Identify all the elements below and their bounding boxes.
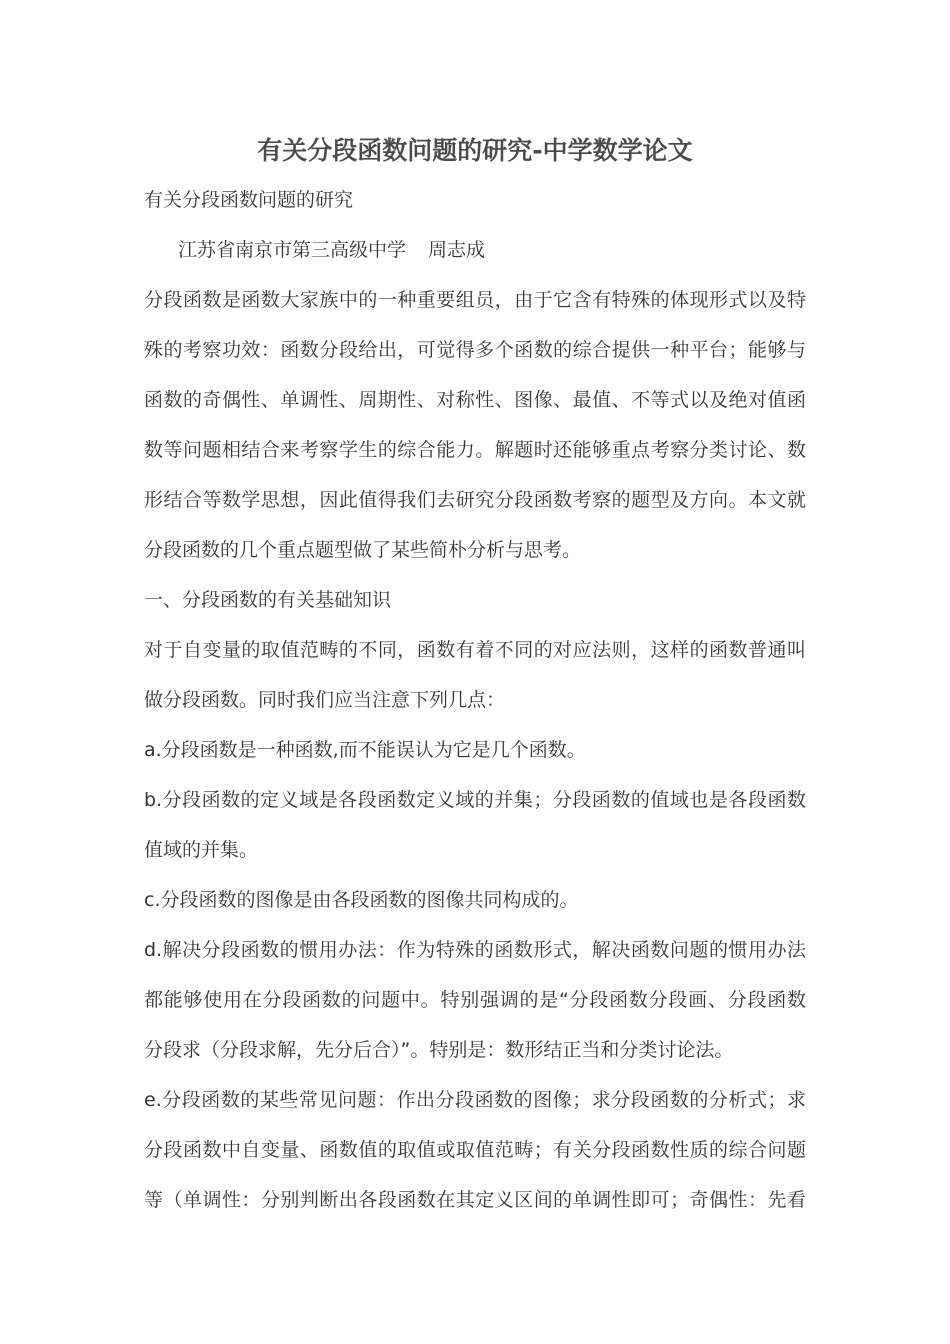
paragraph-line: 对于自变量的取值范畴的不同，函数有着不同的对应法则，这样的函数普通叫 — [144, 639, 806, 661]
author-name: 周志成 — [428, 239, 486, 261]
paragraph-line: 函数的奇偶性、单调性、周期性、对称性、图像、最值、不等式以及绝对值函 — [144, 389, 806, 411]
author-school: 江苏省南京市第三高级中学 — [178, 239, 407, 261]
list-item-continued: 分段函数中自变量、函数值的取值或取值范畴；有关分段函数性质的综合问题 — [144, 1139, 806, 1161]
list-item: a.分段函数是一种函数,而不能误认为它是几个函数。 — [144, 739, 586, 761]
list-item: e.分段函数的某些常见问题：作出分段函数的图像；求分段函数的分析式；求 — [144, 1089, 806, 1111]
list-item: b.分段函数的定义域是各段函数定义域的并集；分段函数的值域也是各段函数 — [144, 789, 806, 811]
section-heading: 一、分段函数的有关基础知识 — [144, 589, 392, 611]
paragraph-line: 分段函数是函数大家族中的一种重要组员，由于它含有特殊的体现形式以及特 — [144, 289, 806, 311]
document-body — [144, 184, 806, 1234]
list-item-continued: 都能够使用在分段函数的问题中。特别强调的是“分段函数分段画、分段函数 — [144, 989, 806, 1011]
paragraph-line: 数等问题相结合来考察学生的综合能力。解题时还能够重点考察分类讨论、数 — [144, 439, 806, 461]
paragraph-line: 分段函数的几个重点题型做了某些简朴分析与思考。 — [144, 539, 582, 561]
paragraph-line: 做分段函数。同时我们应当注意下列几点： — [144, 689, 506, 711]
list-item: d.解决分段函数的惯用办法：作为特殊的函数形式，解决函数问题的惯用办法 — [144, 939, 806, 961]
list-item: c.分段函数的图像是由各段函数的图像共同构成的。 — [144, 889, 579, 911]
author-line — [144, 234, 806, 284]
paragraph-line: 形结合等数学思想，因此值得我们去研究分段函数考察的题型及方向。本文就 — [144, 489, 806, 511]
list-item-continued: 等（单调性：分别判断出各段函数在其定义区间的单调性即可；奇偶性：先看 — [144, 1189, 806, 1211]
paragraph-line: 殊的考察功效：函数分段给出，可觉得多个函数的综合提供一种平台；能够与 — [144, 339, 806, 361]
document-title: 有关分段函数问题的研究-中学数学论文 — [257, 136, 693, 165]
subtitle: 有关分段函数问题的研究 — [144, 189, 354, 211]
list-item-continued: 分段求（分段求解，先分后合）”。特别是：数形结正当和分类讨论法。 — [144, 1039, 734, 1061]
list-item-continued: 值域的并集。 — [144, 839, 259, 861]
